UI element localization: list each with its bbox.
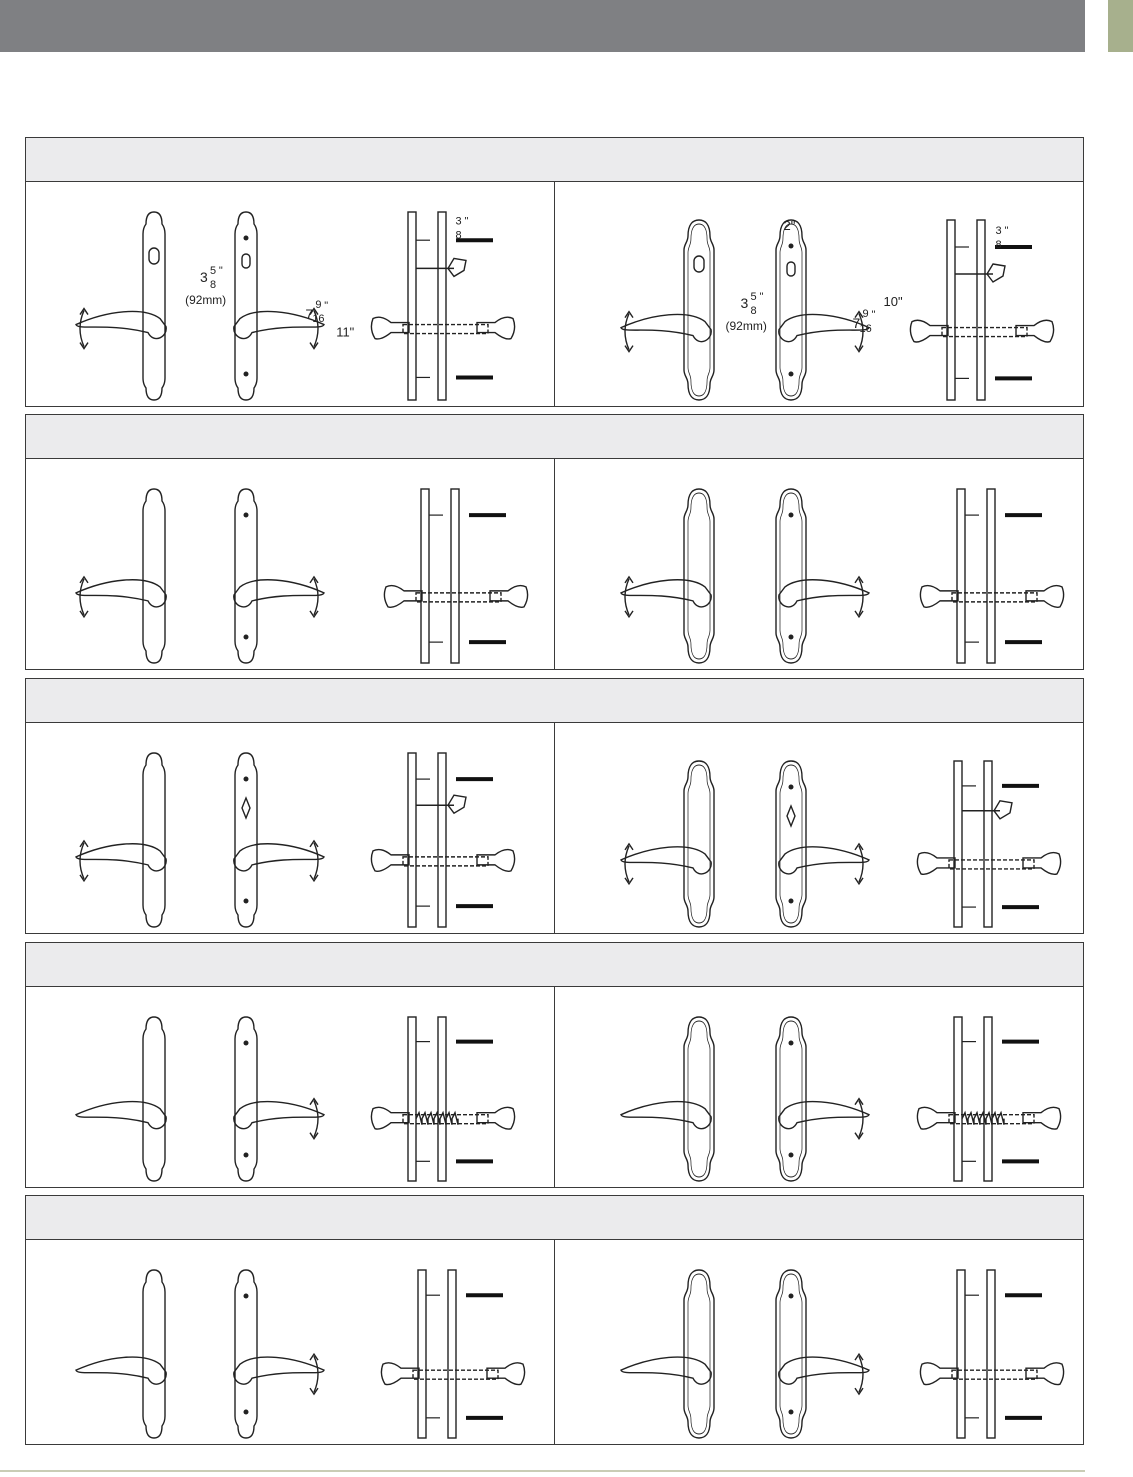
svg-text:7: 7: [305, 305, 314, 322]
lever-handle-icon: [621, 1102, 711, 1129]
header-bar: [0, 0, 1085, 52]
side-plate-back: [984, 761, 992, 927]
side-lever-right: [477, 850, 515, 872]
wide-dummy-drawing: [555, 1240, 1083, 1444]
plate-inner-outline: [780, 493, 802, 659]
handle-plate-icon: [684, 1270, 714, 1438]
screw-hole: [789, 899, 794, 904]
side-plate-back: [448, 1270, 456, 1438]
svg-text:8: 8: [455, 229, 462, 242]
thumbturn-slot-icon: [242, 798, 250, 818]
screw-hole: [244, 513, 249, 518]
screw-hole: [789, 1041, 794, 1046]
screw-hole: [244, 1294, 249, 1299]
rotation-arrow-icon: [625, 579, 629, 615]
side-lever-right: [1026, 586, 1064, 608]
narrow-passage-drawing: [26, 459, 554, 669]
screw-hole: [789, 513, 794, 518]
svg-text:16: 16: [312, 312, 325, 325]
plate-inner-outline: [688, 493, 710, 659]
side-lever-left: [917, 853, 955, 875]
side-lever-left: [920, 586, 958, 608]
side-lever-right: [490, 586, 528, 608]
section-header: [26, 943, 1083, 987]
rotation-arrow-icon: [314, 1101, 318, 1137]
handle-plate-icon: [143, 753, 165, 927]
svg-text:8: 8: [750, 305, 757, 317]
exploded-side-view-icon: [408, 1017, 416, 1181]
svg-text:9: 9: [315, 298, 322, 311]
svg-text:": ": [324, 299, 329, 312]
svg-text:": ": [218, 265, 223, 278]
wide-passage-drawing: [555, 459, 1083, 669]
handle-plate-icon: [684, 761, 714, 927]
narrow-dummy-drawing: [26, 1240, 554, 1444]
lever-handle-icon: [621, 580, 711, 607]
svg-text:5: 5: [209, 265, 217, 278]
panel-wide-keyed: [555, 182, 1083, 406]
section-tab: [1108, 0, 1133, 52]
hardware-section-4: [25, 942, 1084, 1188]
handle-plate-icon: [143, 489, 165, 663]
narrow-keyed-dimensions: [26, 182, 554, 406]
rotation-arrow-icon: [80, 579, 84, 615]
rotation-arrow-icon: [859, 1356, 863, 1392]
side-lever-left: [371, 850, 409, 872]
side-lever-right: [1026, 1363, 1064, 1385]
handle-plate-icon: [143, 1017, 165, 1181]
section-header: [26, 415, 1083, 459]
wide-thumbturn-drawing: [555, 723, 1083, 933]
exploded-side-view-icon: [418, 1270, 426, 1438]
panel-wide-thumbturn: [555, 723, 1083, 933]
lever-handle-icon: [76, 844, 166, 871]
lever-handle-icon: [621, 847, 711, 874]
side-plate-back: [987, 1270, 995, 1438]
side-lever-left: [917, 1107, 955, 1129]
screw-hole: [789, 1294, 794, 1299]
svg-text:7: 7: [852, 315, 861, 331]
screw-hole: [244, 635, 249, 640]
svg-text:5: 5: [750, 291, 757, 303]
screw-hole: [789, 785, 794, 790]
rotation-arrow-icon: [314, 1356, 318, 1392]
svg-text:10": 10": [883, 294, 903, 309]
screw-hole: [244, 1410, 249, 1415]
svg-text:": ": [759, 291, 764, 303]
svg-text:8: 8: [995, 239, 1002, 251]
svg-text:11": 11": [336, 324, 355, 340]
thumbturn-slot-icon: [787, 806, 795, 826]
plate-inner-outline: [688, 1274, 710, 1434]
exploded-side-view-icon: [421, 489, 429, 663]
narrow-spring-drawing: [26, 987, 554, 1187]
rotation-arrow-icon: [314, 579, 318, 615]
svg-text:8: 8: [209, 279, 217, 292]
lever-handle-icon: [76, 580, 166, 607]
wide-keyed-dimensions: [555, 182, 1083, 406]
rotation-arrow-icon: [625, 846, 629, 882]
side-lever-right: [477, 1107, 515, 1129]
svg-text:(92mm): (92mm): [185, 292, 227, 307]
side-lever-right: [1023, 853, 1061, 875]
svg-text:3: 3: [455, 215, 462, 228]
exploded-side-view-icon: [954, 1017, 962, 1181]
lever-handle-icon: [234, 580, 324, 607]
side-plate-back: [984, 1017, 992, 1181]
side-lever-right: [487, 1363, 525, 1385]
rotation-arrow-icon: [859, 1101, 863, 1137]
exploded-side-view-icon: [954, 761, 962, 927]
hardware-section-5: [25, 1195, 1084, 1445]
panel-narrow-passage: [26, 459, 555, 669]
lever-handle-icon: [234, 844, 324, 871]
panel-wide-spring: [555, 987, 1083, 1187]
svg-text:(92mm): (92mm): [725, 319, 767, 333]
rotation-arrow-icon: [859, 579, 863, 615]
panel-narrow-keyed: [26, 182, 555, 406]
screw-hole: [789, 635, 794, 640]
svg-text:2": 2": [783, 218, 796, 233]
panel-narrow-spring: [26, 987, 555, 1187]
svg-text:3: 3: [200, 269, 208, 286]
side-plate-back: [438, 1017, 446, 1181]
wide-spring-drawing: [555, 987, 1083, 1187]
svg-text:": ": [1004, 225, 1009, 237]
screw-hole: [789, 1153, 794, 1158]
lever-handle-icon: [779, 847, 869, 874]
svg-text:3: 3: [995, 225, 1002, 237]
screw-hole: [244, 1153, 249, 1158]
narrow-thumbturn-drawing: [26, 723, 554, 933]
lever-handle-icon: [76, 1357, 166, 1384]
panel-narrow-dummy: [26, 1240, 555, 1444]
side-lever-right: [1023, 1107, 1061, 1129]
exploded-side-view-icon: [957, 489, 965, 663]
svg-text:": ": [464, 215, 469, 228]
screw-hole: [244, 1041, 249, 1046]
hardware-section-1: [25, 137, 1084, 407]
lever-handle-icon: [779, 580, 869, 607]
rotation-arrow-icon: [80, 843, 84, 879]
side-plate-back: [451, 489, 459, 663]
side-lever-left: [920, 1363, 958, 1385]
svg-text:16: 16: [859, 323, 872, 335]
section-header: [26, 138, 1083, 182]
thumbturn-icon: [994, 801, 1012, 819]
plate-inner-outline: [688, 765, 710, 923]
hardware-section-2: [25, 414, 1084, 670]
section-header: [26, 1196, 1083, 1240]
svg-text:3: 3: [740, 295, 749, 311]
svg-text:9: 9: [862, 308, 869, 320]
screw-hole: [244, 899, 249, 904]
lever-handle-icon: [779, 1357, 869, 1384]
side-lever-left: [381, 1363, 419, 1385]
thumbturn-icon: [448, 795, 466, 813]
plate-inner-outline: [688, 1021, 710, 1177]
handle-plate-icon: [143, 1270, 165, 1438]
svg-text:": ": [871, 309, 876, 321]
side-plate-back: [438, 753, 446, 927]
hardware-section-3: [25, 678, 1084, 934]
lever-handle-icon: [779, 1102, 869, 1129]
lever-handle-icon: [234, 1357, 324, 1384]
lever-handle-icon: [234, 1102, 324, 1129]
section-header: [26, 679, 1083, 723]
lever-handle-icon: [621, 1357, 711, 1384]
screw-hole: [789, 1410, 794, 1415]
side-lever-left: [371, 1107, 409, 1129]
handle-plate-icon: [684, 1017, 714, 1181]
panel-narrow-thumbturn: [26, 723, 555, 933]
side-plate-back: [987, 489, 995, 663]
exploded-side-view-icon: [957, 1270, 965, 1438]
lever-handle-icon: [76, 1102, 166, 1129]
handle-plate-icon: [684, 489, 714, 663]
bottom-rule: [0, 1470, 1085, 1472]
side-lever-left: [384, 586, 422, 608]
exploded-side-view-icon: [408, 753, 416, 927]
screw-hole: [244, 777, 249, 782]
panel-wide-dummy: [555, 1240, 1083, 1444]
rotation-arrow-icon: [314, 843, 318, 879]
panel-wide-passage: [555, 459, 1083, 669]
rotation-arrow-icon: [859, 846, 863, 882]
